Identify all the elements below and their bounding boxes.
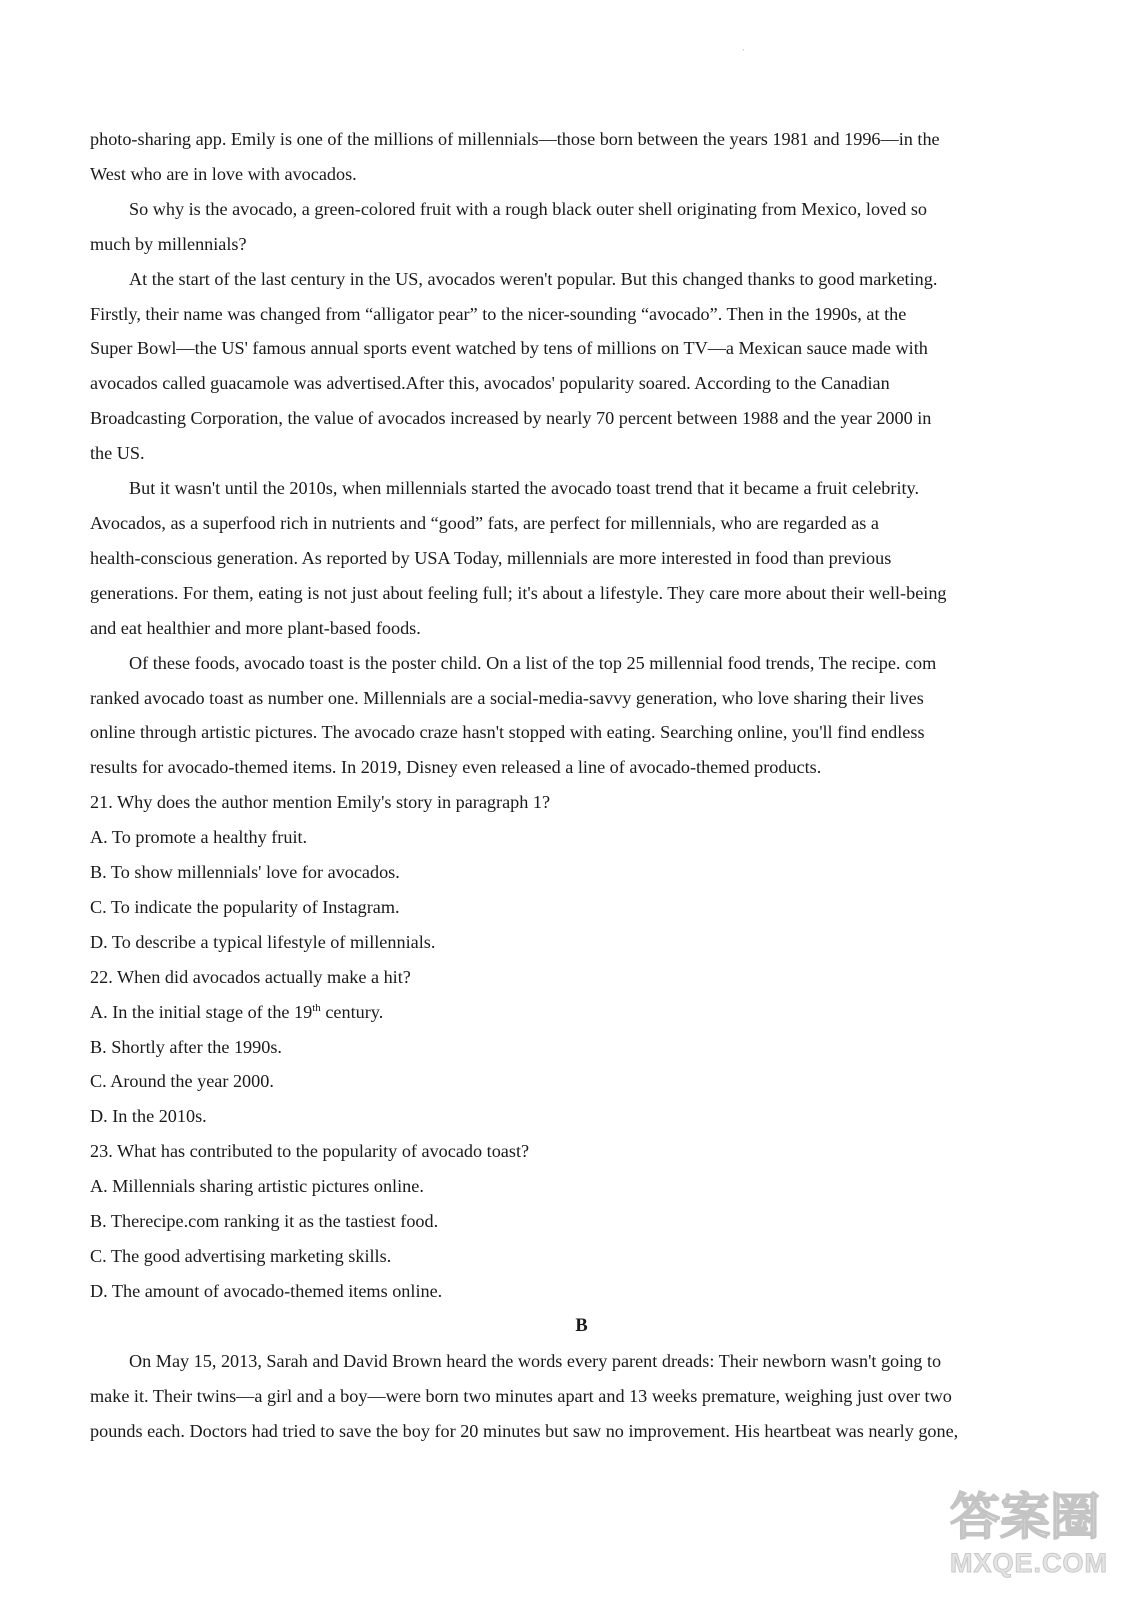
question-stem: 23. What has contributed to the popularity of avocado toast? — [90, 1141, 530, 1162]
answer-option[interactable]: B. Shortly after the 1990s. — [90, 1036, 282, 1057]
text-line: make it. Their twins—a girl and a boy—were born two minutes apart and 13 weeks premature, weighing just over two — [90, 1385, 952, 1406]
question-21 — [90, 785, 1035, 960]
answer-option[interactable]: D. The amount of avocado-themed items online. — [90, 1280, 443, 1301]
answer-option[interactable]: C. Around the year 2000. — [90, 1071, 274, 1092]
question-22 — [90, 960, 1035, 1135]
text-line: generations. For them, eating is not just about feeling full; it's about a lifestyle. They care more about their well-being — [90, 582, 947, 603]
answer-option[interactable] — [90, 995, 1035, 1030]
text-line: West who are in love with avocados. — [90, 163, 357, 184]
paragraph-2 — [90, 192, 1035, 262]
answer-option[interactable]: B. To show millennials' love for avocados. — [90, 862, 400, 883]
text-line: On May 15, 2013, Sarah and David Brown heard the words every parent dreads: Their newborn wasn't going to — [129, 1350, 942, 1371]
page-top-mark: ` — [742, 48, 745, 57]
question-stem: 22. When did avocados actually make a hit? — [90, 966, 411, 987]
option-text: A. In the initial stage of the 19 — [90, 1001, 313, 1022]
text-line: photo-sharing app. Emily is one of the millions of millennials—those born between the years 1981 and 1996—in the — [90, 129, 940, 149]
question-23 — [90, 1134, 1035, 1309]
text-line: But it wasn't until the 2010s, when millennials started the avocado toast trend that it became a fruit celebrity. — [129, 478, 920, 499]
option-text-tail: century. — [320, 1001, 384, 1022]
text-line: ranked avocado toast as number one. Millennials are a social-media-savvy generation, who love sharing their lives — [90, 687, 924, 708]
text-line: So why is the avocado, a green-colored fruit with a rough black outer shell originating from Mexico, loved so — [129, 198, 928, 219]
watermark — [946, 1482, 1116, 1587]
question-stem: 21. Why does the author mention Emily's story in paragraph 1? — [90, 792, 551, 813]
paragraph-5 — [90, 646, 1035, 786]
paragraph-4 — [90, 471, 1035, 646]
text-line: results for avocado-themed items. In 2019, Disney even released a line of avocado-themed products. — [90, 757, 822, 778]
answer-option[interactable]: D. To describe a typical lifestyle of millennials. — [90, 931, 436, 952]
text-line: health-conscious generation. As reported by USA Today, millennials are more interested in food than previous — [90, 547, 892, 568]
text-line: and eat healthier and more plant-based foods. — [90, 617, 421, 638]
text-line: the US. — [90, 443, 145, 464]
ordinal-superscript: th — [312, 1001, 321, 1014]
text-line: Super Bowl—the US' famous annual sports event watched by tens of millions on TV—a Mexican sauce made with — [90, 338, 928, 359]
answer-option[interactable]: B. Therecipe.com ranking it as the tastiest food. — [90, 1211, 439, 1232]
answer-option[interactable]: C. To indicate the popularity of Instagram. — [90, 896, 400, 917]
paragraph-3 — [90, 262, 1035, 471]
text-line: pounds each. Doctors had tried to save the boy for 20 minutes but saw no improvement. His heartbeat was nearly gone, — [90, 1420, 959, 1441]
text-line: At the start of the last century in the US, avocados weren't popular. But this changed thanks to good marketing. — [129, 268, 938, 289]
watermark-site-text: MXQE.COM — [950, 1548, 1109, 1578]
text-line: online through artistic pictures. The avocado craze hasn't stopped with eating. Searching online, you'll find endless — [90, 722, 925, 743]
answer-option[interactable]: C. The good advertising marketing skills. — [90, 1246, 392, 1266]
answer-option[interactable]: A. Millennials sharing artistic pictures online. — [90, 1176, 424, 1197]
text-line: avocados called guacamole was advertised.After this, avocados' popularity soared. According to the Canadian — [90, 373, 890, 394]
text-line: Avocados, as a superfood rich in nutrients and “good” fats, are perfect for millennials, who are regarded as a — [90, 512, 879, 533]
section-title: B — [575, 1315, 588, 1336]
answer-option[interactable]: A. To promote a healthy fruit. — [90, 827, 308, 848]
text-line: much by millennials? — [90, 233, 247, 254]
text-line: Of these foods, avocado toast is the poster child. On a list of the top 25 millennial food trends, The recipe. com — [129, 652, 937, 673]
watermark-logo — [946, 1482, 1116, 1544]
section-b-paragraph — [90, 1344, 1035, 1449]
document-page — [90, 122, 1035, 1448]
text-line: Broadcasting Corporation, the value of avocados increased by nearly 70 percent between 1988 and the year 2000 in — [90, 408, 932, 429]
watermark-logo-text: 答案圈 — [950, 1488, 1100, 1544]
text-line: Firstly, their name was changed from “alligator pear” to the nicer-sounding “avocado”. Then in the 1990s, at the — [90, 303, 907, 324]
paragraph-1 — [90, 122, 1035, 192]
answer-option[interactable]: D. In the 2010s. — [90, 1106, 207, 1127]
